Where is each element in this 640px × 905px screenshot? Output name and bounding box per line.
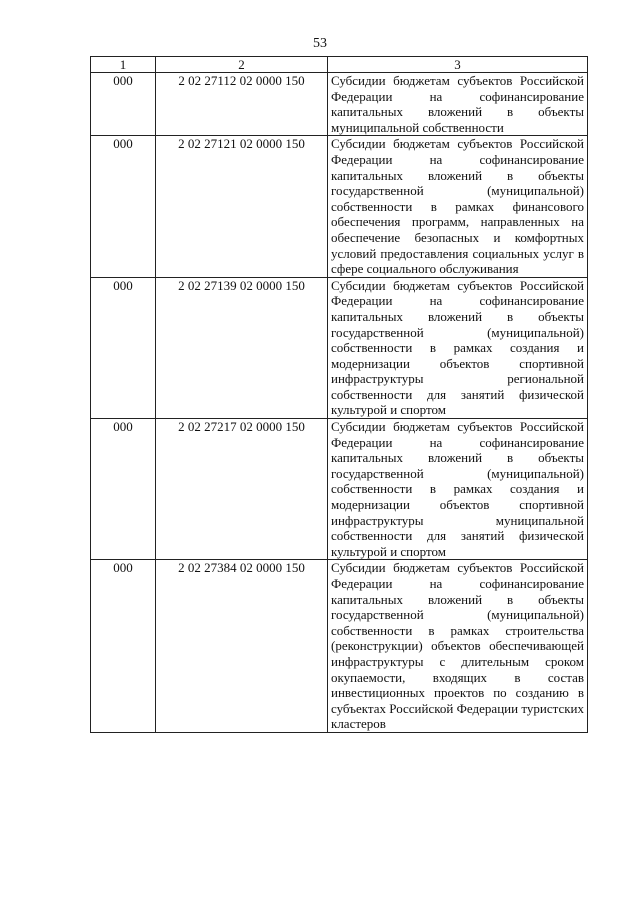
income-code-cell: 2 02 27112 02 0000 150: [156, 73, 328, 136]
budget-classification-table: [90, 56, 588, 733]
column-header-3: 3: [328, 57, 588, 73]
column-header-1: 1: [91, 57, 156, 73]
admin-code-cell: 000: [91, 73, 156, 136]
admin-code-cell: 000: [91, 136, 156, 277]
income-name-cell: Субсидии бюджетам субъектов Российской Федерации на софинансирование капитальных вложений в объекты государственной (муниципальной) собственности в рамках создания и модернизации объектов спортивной инфраструктуры региональной собственности для занятий физической культурой и спортом: [328, 277, 588, 418]
column-header-2: 2: [156, 57, 328, 73]
table-row: [91, 277, 588, 418]
income-code-cell: 2 02 27139 02 0000 150: [156, 277, 328, 418]
income-name-cell: Субсидии бюджетам субъектов Российской Федерации на софинансирование капитальных вложений в объекты муниципальной собственности: [328, 73, 588, 136]
table-row: [91, 560, 588, 733]
table-header-row: [91, 57, 588, 73]
table-row: [91, 73, 588, 136]
table-row: [91, 136, 588, 277]
income-name-cell: Субсидии бюджетам субъектов Российской Федерации на софинансирование капитальных вложений в объекты государственной (муниципальной) собственности в рамках строительства (реконструкции) объектов обеспечивающей инфраструктуры с длительным сроком окупаемости, входящих в состав инвестиционных проектов по созданию в субъектах Российской Федерации туристских кластеров: [328, 560, 588, 733]
income-code-cell: 2 02 27217 02 0000 150: [156, 419, 328, 560]
income-name-cell: Субсидии бюджетам субъектов Российской Федерации на софинансирование капитальных вложений в объекты государственной (муниципальной) собственности в рамках создания и модернизации объектов спортивной инфраструктуры муниципальной собственности для занятий физической культурой и спортом: [328, 419, 588, 560]
income-code-cell: 2 02 27121 02 0000 150: [156, 136, 328, 277]
admin-code-cell: 000: [91, 277, 156, 418]
income-name-cell: Субсидии бюджетам субъектов Российской Федерации на софинансирование капитальных вложений в объекты государственной (муниципальной) собственности в рамках финансового обеспечения программ, направленных на обеспечение безопасных и комфортных условий предоставления социальных услуг в сфере социального обслуживания: [328, 136, 588, 277]
table-row: [91, 419, 588, 560]
page-number: 53: [313, 36, 327, 51]
income-code-cell: 2 02 27384 02 0000 150: [156, 560, 328, 733]
admin-code-cell: 000: [91, 560, 156, 733]
admin-code-cell: 000: [91, 419, 156, 560]
